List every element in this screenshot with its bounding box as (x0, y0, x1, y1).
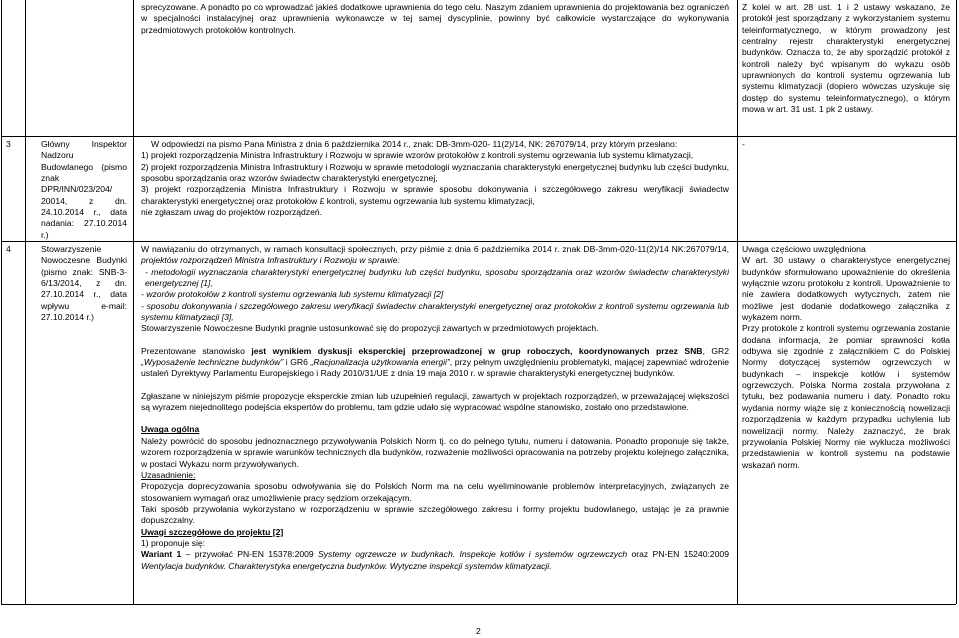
page-number: 2 (476, 626, 481, 636)
row-4-intro-italic: projektów rozporządzeń Ministra Infrastruktury i Rozwoju w sprawie: (141, 255, 400, 266)
general-remark-text: Należy powrócić do sposobu jednoznacznego przywoływania Polskich Norm tj. co do pełnego tytułu, numeru i datowania. Ponadto proponuje się także, wzorem rozporządzenia w sprawie warunków technicznych dla budynków, rozważenie możliwości opracowania na potrzeby projektu kolejnego załącznika, w postaci Wykazu norm przywoływanych. (141, 435, 729, 469)
row-3-item-3: 3) projekt rozporządzenia Ministra Infrastruktury i Rozwoju w sprawie sposobu dokonywania i szczegółowego zakresu weryfikacji świadectw charakterystyki energetycznej oraz protokołów £ kontroli, systemu ogrzewania lub systemu klimatyzacji, (141, 184, 729, 206)
row-divider-4 (1, 241, 956, 242)
row-4-response-p3: Przy protokole z kontroli systemu ogrzewania zostanie dodana informacja, że pomiar sprawności kotła odbywa się zgodnie z załącznikiem C do Polskiej Normy dotyczącej systemów ogrzewczych w budynkach – inspekcje kotłów i systemów ogrzewczych. Polska Norma zostala przywołana z tytułu, bez podawania numeru i daty. Ponadto roku wydania normy wiąże się z koniecznością nowelizacji rozporządzenia w każdym przypadku uchylenia lub nowelizacji normy. Należy zaznaczyć, że brak przywołania Polskiej Normy nie wyklucza możliwości przedstawienia w kontroli systemu na podstawie wskazań norm. (742, 323, 950, 470)
variant-1-label: Wariant 1 (141, 549, 182, 560)
para2-italic-2: „Racjonalizacja użytkowania energii” (310, 357, 450, 368)
row-4-paragraph-3: Zgłaszane w niniejszym piśmie propozycje eksperckie zmian lub uzupełnień regulacji, zawartych w projektach rozporządzeń, w przeważającej większości są wyrazem niejednolitego podejścia ekspertów do problemu, tam gdzie udało się wypracować wspólne stanowisko, zostało ono przedstawione. (141, 390, 729, 413)
variant-1-plain-2: oraz PN-EN 15240:2009 (627, 549, 729, 560)
left-border-line (1, 0, 2, 604)
row-4-number: 4 (6, 244, 11, 254)
para2-italic-1: „Wyposażenie techniczne budynków” (141, 357, 284, 368)
variant-1-italic-1: Systemy ogrzewcze w budynkach. Inspekcje kotłów i systemów ogrzewczych (318, 549, 628, 560)
variant-1-italic-2: Wentylacja budynków. Charakterystyka energetyczna budynków. Wytyczne inspekcji systemów klimatyzacji. (141, 560, 552, 571)
row-4-intro (141, 244, 729, 267)
column-divider-response (737, 0, 738, 604)
para2-b: , GR2 (702, 345, 729, 356)
row-3-closing: nie zgłaszam uwag do projektów rozporządzeń. (141, 207, 323, 218)
justification-text-2: Taki sposób przywołania wykorzystano w rozporządzeniu w sprawie szczegółowego zakresu i formy projektu budowlanego, ustając je za prawnie dopuszczalny. (141, 503, 729, 526)
row-3-response: - (742, 139, 745, 149)
row-3-number: 3 (6, 139, 11, 149)
row-3-remark (141, 139, 729, 218)
row-4-response-p2: W art. 30 ustawy o charakterystyce energetycznej budynków sformułowano upoważnienie do określenia wyłącznie wzoru protokołu z kontroli. Upoważnienie to nie zawiera dodatkowych wytycznych, zatem nie możliwe jest dodanie dodatkowego załącznika z wykazem norm. (742, 255, 950, 323)
row-4-remark (141, 244, 729, 572)
table-bottom-line (1, 604, 956, 605)
row-4-bullet-3: - sposobu dokonywania i szczegółowego zakresu weryfikacji świadectw charakterystyki energetycznej oraz protokołów z kontroli systemu ogrzewania lub systemu klimatyzacji [3], (141, 300, 729, 323)
detailed-remarks-heading: Uwagi szczegółowe do projektu [2] (141, 526, 284, 537)
para2-bold: jest wynikiem dyskusji eksperckiej przeprowadzonej w grup roboczych, koordynowanych przez SNB (251, 345, 703, 356)
para2-a: Prezentowane stanowisko (141, 345, 252, 356)
row-4-paragraph-2 (141, 346, 729, 380)
column-divider-number (25, 0, 26, 604)
column-divider-author (133, 0, 134, 604)
previous-response-text: Z kolei w art. 28 ust. 1 i 2 ustawy wskazano, że protokół jest sporządzany z wykorzystaniem systemu teleinformatycznego, w którym prowadzony jest centralny rejestr charakterystyki energetycznej budynków. Oznacza to, że aby sporządzić protokół z kontroli należy być wpisanym do wykazu osób uprawnionych do kontroli systemu ogrzewania lub systemu klimatyzacji (dopiero wówczas uzyskuje się dostęp do systemu teleinformatycznego), o którym mowa w art. 31 ust. 1 pk 2 ustawy. (742, 2, 950, 115)
row-4-response-status: Uwaga częściowo uwzględniona (742, 244, 866, 254)
row-4-bullet-1: - metodologii wyznaczania charakterystyki energetycznej budynku lub części budynku, sposobu sporządzania oraz wzorów świadectw charakterystyki energetycznej [1], (145, 266, 729, 289)
variant-1-plain: – przywołać PN-EN 15378:2009 (181, 549, 319, 560)
justification-text: Propozycja doprecyzowania sposobu odwoływania się do Polskich Norm ma na celu wyeliminowanie problemów interpretacyjnych, związanych ze stosowaniem wymagań oraz umożliwienie pracy sędziom orzekającym. (141, 481, 729, 503)
row-divider-3 (1, 136, 956, 137)
row-3-item-2: 2) projekt rozporządzenia Ministra Infrastruktury i Rozwoju w sprawie metodologii wyznaczania charakterystyki energetycznej budynku lub części budynku, sposobu sporządzania oraz wzorów świadectw charakterystyki energetycznej, (141, 161, 729, 184)
row-4-response (742, 244, 950, 471)
row-4-submission: Stowarzyszenie Nowoczesne Budynki pragnie ustosunkować się do propozycji zawartych w przedmiotowych projektach. (141, 323, 599, 334)
general-remark-heading: Uwaga ogólna (141, 424, 200, 435)
row-3-author: Główny Inspektor Nadzoru Budowlanego (pismo znak DPR/INN/023/204/ 20014, z dn. 24.10.2014 r., data nadania: 27.10.2014 r.) (41, 139, 127, 240)
row-3-intro: W odpowiedzi na pismo Pana Ministra z dnia 6 października 2014 r., znak: DB-3mm-020- 11(2)/14, NK: 267079/14, przy którym przesłano: (151, 139, 678, 149)
row-4-bullet-2: - wzorów protokołów z kontroli systemu ogrzewania lub systemu klimatyzacji [2] (141, 289, 444, 300)
row-3-item-1: 1) projekt rozporządzenia Ministra Infrastruktury i Rozwoju w sprawie wzorów protokołów z kontroli systemu ogrzewania lub systemu klimatyzacji, (141, 150, 694, 161)
para2-c: i GR6 (283, 357, 311, 368)
detailed-remarks-sub: 1) proponuje się: (141, 537, 206, 548)
variant-1 (141, 549, 729, 572)
row-4-author: Stowarzyszenie Nowoczesne Budynki (pismo znak: SNB-3-6/13/2014, z dn. 27.10.2014 r., data wpływu e-mail: 27.10.2014 r.) (41, 244, 127, 323)
para2-d: , przy pełnym uwzględnieniu problematyki, mającej zapewniać wdrożenie ustaleń Dyrektywy Parlamentu Europejskiego i Rady 2010/31/UE z dnia 19 maja 2010 r. w sprawie charakterystyki energetycznej budynków. (141, 357, 729, 379)
right-border-line (956, 0, 957, 604)
row-4-intro-plain: W nawiązaniu do otrzymanych, w ramach konsultacji społecznych, przy piśmie z dnia 6 października 2014 r. znak DB-3mm-020-11(2)/14 NK:267079/14, (141, 244, 729, 254)
previous-remark-text: sprecyzowane. A ponadto po co wprowadzać jakieś dodatkowe uprawnienia do tego celu. Naszym zdaniem uprawnienia do projektowania bez ograniczeń w specjalności instalacyjnej oraz uprawnienia wykonawcze w tej samej dyscyplinie, powinny być całkowicie wystarczające do wykonywania przedmiotowych protokołów kontrolnych. (141, 2, 729, 35)
justification-heading: Uzasadnienie: (141, 469, 196, 480)
